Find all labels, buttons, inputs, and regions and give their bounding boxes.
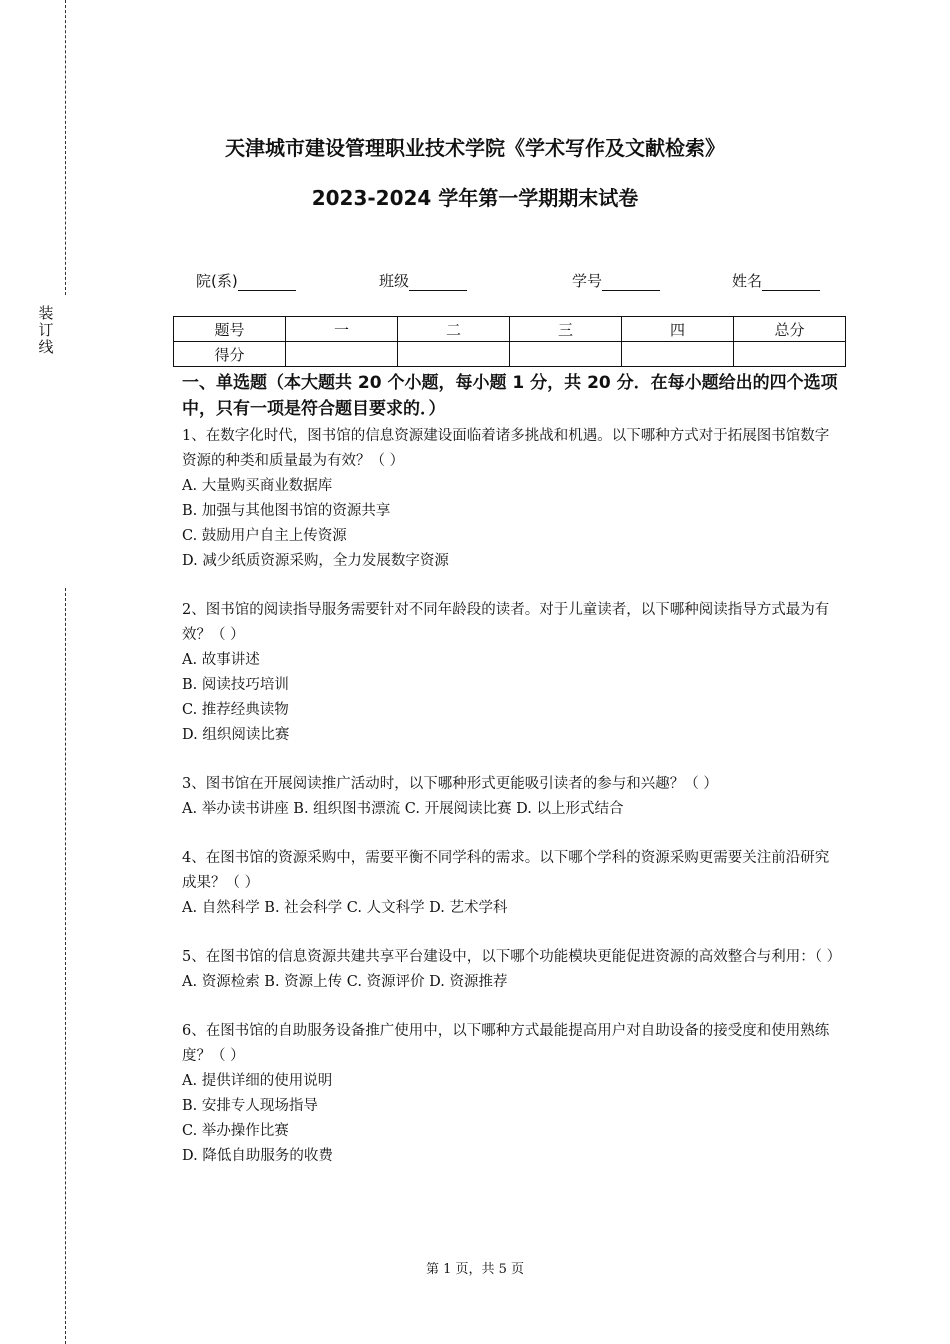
question-2 <box>182 598 842 748</box>
question-6 <box>182 1019 842 1169</box>
option: C. 鼓励用户自主上传资源 <box>182 528 347 544</box>
name-field[interactable] <box>732 270 820 291</box>
score-cell[interactable] <box>398 342 510 367</box>
option: A. 资源检索 B. 资源上传 C. 资源评价 D. 资源推荐 <box>182 974 508 990</box>
option: B. 加强与其他图书馆的资源共享 <box>182 503 391 519</box>
class-field[interactable] <box>379 270 467 291</box>
class-label: 班级 <box>379 272 410 290</box>
option: C. 推荐经典读物 <box>182 702 289 718</box>
score-header-cell: 二 <box>398 317 510 342</box>
name-label: 姓名 <box>732 272 763 290</box>
student-id-label: 学号 <box>572 272 603 290</box>
name-blank[interactable] <box>762 274 820 291</box>
score-header-cell: 题号 <box>174 317 286 342</box>
student-id-field[interactable] <box>572 270 660 291</box>
binding-label-char: 装 <box>38 304 54 322</box>
option: D. 组织阅读比赛 <box>182 727 290 743</box>
exam-subtitle: 2023-2024 学年第一学期期末试卷 <box>311 186 639 210</box>
score-row-label: 得分 <box>174 342 286 367</box>
question-1 <box>182 424 842 574</box>
question-4 <box>182 846 842 921</box>
option: B. 阅读技巧培训 <box>182 677 289 693</box>
binding-label <box>36 305 56 356</box>
score-cell[interactable] <box>286 342 398 367</box>
score-header-cell: 一 <box>286 317 398 342</box>
question-5 <box>182 945 842 995</box>
question-stem: 3、图书馆在开展阅读推广活动时，以下哪种形式更能吸引读者的参与和兴趣？（ ） <box>182 776 718 792</box>
score-table-score-row <box>174 342 846 367</box>
score-header-cell: 总分 <box>734 317 846 342</box>
student-info-row <box>0 270 950 292</box>
score-header-cell: 四 <box>622 317 734 342</box>
department-label: 院(系) <box>196 272 238 290</box>
score-header-cell: 三 <box>510 317 622 342</box>
question-stem: 5、在图书馆的信息资源共建共享平台建设中，以下哪个功能模块更能促进资源的高效整合与利用：（ ） <box>182 949 842 965</box>
student-id-blank[interactable] <box>602 274 660 291</box>
department-blank[interactable] <box>238 274 296 291</box>
score-cell[interactable] <box>734 342 846 367</box>
option: A. 故事讲述 <box>182 652 260 668</box>
binding-line-bottom <box>65 588 66 1344</box>
option: D. 降低自助服务的收费 <box>182 1148 333 1164</box>
question-3 <box>182 772 842 822</box>
option: A. 自然科学 B. 社会科学 C. 人文科学 D. 艺术学科 <box>182 900 508 916</box>
score-cell[interactable] <box>510 342 622 367</box>
question-stem: 6、在图书馆的自助服务设备推广使用中，以下哪种方式最能提高用户对自助设备的接受度和使用熟练度？（ ） <box>182 1023 830 1064</box>
option: A. 大量购买商业数据库 <box>182 478 333 494</box>
exam-title: 天津城市建设管理职业技术学院《学术写作及文献检索》 <box>225 136 725 160</box>
score-table <box>173 316 846 367</box>
option: A. 提供详细的使用说明 <box>182 1073 333 1089</box>
binding-label-char: 订 <box>38 321 54 339</box>
option: B. 安排专人现场指导 <box>182 1098 318 1114</box>
class-blank[interactable] <box>409 274 467 291</box>
binding-label-char: 线 <box>38 338 54 356</box>
section-heading: 一、单选题（本大题共 20 个小题，每小题 1 分，共 20 分．在每小题给出的四个选项中，只有一项是符合题目要求的．） <box>182 373 838 419</box>
page-footer: 第 1 页，共 5 页 <box>425 1262 525 1277</box>
score-cell[interactable] <box>622 342 734 367</box>
score-table-header-row <box>174 317 846 342</box>
question-stem: 4、在图书馆的资源采购中，需要平衡不同学科的需求。以下哪个学科的资源采购更需要关注前沿研究成果？（ ） <box>182 850 830 891</box>
option: D. 减少纸质资源采购，全力发展数字资源 <box>182 553 449 569</box>
department-field[interactable] <box>196 270 296 291</box>
option: C. 举办操作比赛 <box>182 1123 289 1139</box>
option: A. 举办读书讲座 B. 组织图书漂流 C. 开展阅读比赛 D. 以上形式结合 <box>182 801 624 817</box>
question-stem: 2、图书馆的阅读指导服务需要针对不同年龄段的读者。对于儿童读者，以下哪种阅读指导方式最为有效？（ ） <box>182 602 830 643</box>
exam-content <box>182 370 842 1169</box>
question-stem: 1、在数字化时代，图书馆的信息资源建设面临着诸多挑战和机遇。以下哪种方式对于拓展图书馆数字资源的种类和质量最为有效？（ ） <box>182 428 830 469</box>
